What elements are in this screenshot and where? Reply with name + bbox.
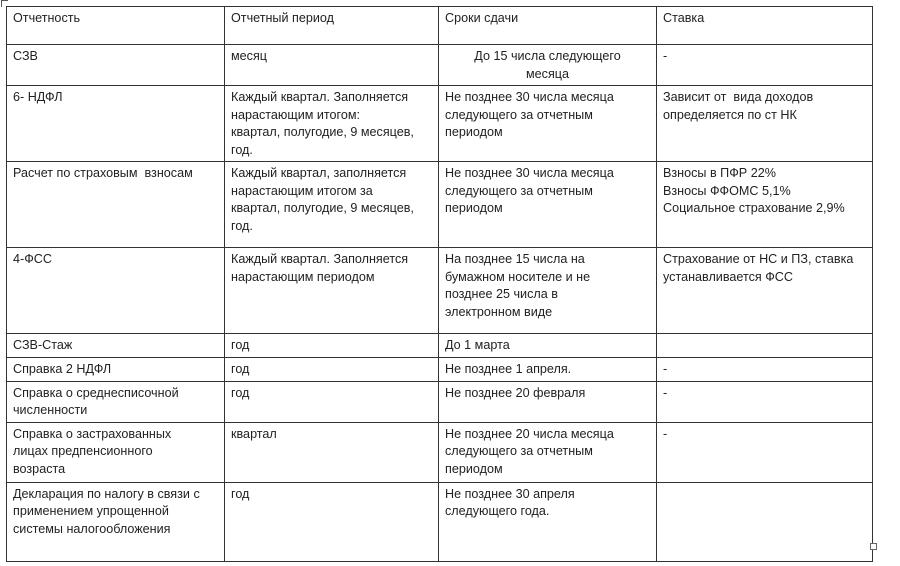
cell-text-line: Каждый квартал. Заполняется <box>231 252 409 266</box>
cell-text-line: следующего за отчетным <box>445 183 593 198</box>
header-rate: Ставка <box>657 7 873 45</box>
cell-text-line: - <box>663 361 668 376</box>
cell-text-line: бумажном носителе и не <box>445 269 591 284</box>
cell-text-line: - <box>663 385 668 400</box>
cell-text-line: квартал <box>231 426 277 441</box>
cell-text-line: Не позднее 30 числа месяца <box>445 90 614 104</box>
cell-deadline[interactable] <box>439 422 657 482</box>
table-row <box>7 357 873 381</box>
cell-text-line: год. <box>231 142 253 157</box>
table-header-row <box>7 7 873 45</box>
cell-deadline[interactable] <box>439 162 657 248</box>
cell-rate[interactable] <box>657 86 873 162</box>
cell-text-line: Взносы в ПФР 22% <box>663 166 776 180</box>
cell-report[interactable] <box>7 248 225 334</box>
header-report: Отчетность <box>7 7 225 45</box>
cell-report[interactable] <box>7 381 225 422</box>
cell-text-line: год. <box>231 218 253 233</box>
cell-text-line: Зависит от вида доходов <box>663 90 814 104</box>
cell-deadline[interactable] <box>439 248 657 334</box>
table-resize-handle[interactable] <box>870 543 877 550</box>
cell-text-line: Не позднее 1 апреля. <box>445 361 572 376</box>
cell-text-line: год <box>231 338 250 352</box>
cell-text-line: применением упрощенной <box>13 504 169 518</box>
reporting-table <box>6 6 873 562</box>
cell-text-line: периодом <box>445 125 503 139</box>
cell-text-line: позднее 25 числа в <box>445 287 558 301</box>
table-row <box>7 334 873 358</box>
cell-rate[interactable] <box>657 357 873 381</box>
cell-text-line: - <box>663 426 668 441</box>
table-row <box>7 162 873 248</box>
cell-text-line: Не позднее 20 числа месяца <box>445 426 614 441</box>
cell-text-line: год <box>231 361 250 376</box>
cell-text-line: месяца <box>526 66 569 81</box>
cell-text-line: Не позднее 30 числа месяца <box>445 166 614 180</box>
cell-text-line: До 15 числа следующего <box>474 49 621 63</box>
cell-text-line: Каждый квартал, заполняется <box>231 166 407 180</box>
cell-text-line: Социальное страхование 2,9% <box>663 201 845 215</box>
cell-text-line: Не позднее 30 апреля <box>445 486 575 501</box>
cell-text-line: устанавливается ФСС <box>663 269 793 284</box>
cell-report[interactable] <box>7 334 225 358</box>
cell-text-line: нарастающим итогом за <box>231 183 373 198</box>
cell-text-line: 4-ФСС <box>13 252 52 266</box>
cell-rate[interactable] <box>657 45 873 86</box>
cell-rate[interactable] <box>657 381 873 422</box>
cell-text-line: системы налогообложения <box>13 521 171 536</box>
cell-text-line: Справка о среднесписочной <box>13 385 179 400</box>
cell-period[interactable] <box>225 482 439 561</box>
cell-text-line: Расчет по страховым взносам <box>13 166 193 180</box>
cell-text-line: год <box>231 385 250 400</box>
cell-rate[interactable] <box>657 162 873 248</box>
cell-text-line: определяется по ст НК <box>663 107 797 122</box>
header-deadline: Сроки сдачи <box>439 7 657 45</box>
cell-deadline[interactable] <box>439 482 657 561</box>
cell-text-line: На позднее 15 числа на <box>445 252 585 266</box>
cell-text-line: СЗВ-Стаж <box>13 338 73 352</box>
cell-text-line: - <box>663 49 668 63</box>
cell-rate[interactable] <box>657 422 873 482</box>
cell-text-line: следующего года. <box>445 504 550 518</box>
cell-text-line: год <box>231 486 250 501</box>
cell-deadline[interactable] <box>439 357 657 381</box>
table-row <box>7 381 873 422</box>
cell-text-line: Справка о застрахованных <box>13 426 172 441</box>
table-row <box>7 422 873 482</box>
cell-rate[interactable] <box>657 482 873 561</box>
cell-report[interactable] <box>7 162 225 248</box>
cell-text-line: квартал, полугодие, 9 месяцев, <box>231 201 414 215</box>
cell-text-line: Справка 2 НДФЛ <box>13 361 112 376</box>
cell-period[interactable] <box>225 86 439 162</box>
cell-period[interactable] <box>225 334 439 358</box>
cell-text-line: месяц <box>231 49 267 63</box>
cell-text-line: Декларация по налогу в связи с <box>13 486 200 501</box>
cell-text-line: нарастающим итогом: <box>231 107 361 122</box>
cell-text-line: Взносы ФФОМС 5,1% <box>663 183 791 198</box>
cell-text-line: численности <box>13 403 88 417</box>
cell-period[interactable] <box>225 357 439 381</box>
table-row <box>7 86 873 162</box>
cell-deadline[interactable] <box>439 381 657 422</box>
cell-text-line: лицах предпенсионного <box>13 444 153 458</box>
table-row <box>7 482 873 561</box>
cell-text-line: Страхование от НС и ПЗ, ставка <box>663 252 854 266</box>
cell-text-line: электронном виде <box>445 304 553 319</box>
header-period: Отчетный период <box>225 7 439 45</box>
cell-report[interactable] <box>7 45 225 86</box>
cell-text-line: следующего за отчетным <box>445 107 593 122</box>
cell-deadline[interactable] <box>439 86 657 162</box>
cell-period[interactable] <box>225 162 439 248</box>
cell-text-line: Не позднее 20 февраля <box>445 385 586 400</box>
cell-text-line: периодом <box>445 201 503 215</box>
cell-period[interactable] <box>225 248 439 334</box>
cell-period[interactable] <box>225 381 439 422</box>
cell-text-line: Каждый квартал. Заполняется <box>231 90 409 104</box>
cell-period[interactable] <box>225 422 439 482</box>
cell-text-line: возраста <box>13 461 66 476</box>
cell-text-line: нарастающим периодом <box>231 269 375 284</box>
cell-rate[interactable] <box>657 248 873 334</box>
table-row <box>7 45 873 86</box>
cell-text-line: СЗВ <box>13 49 38 63</box>
table-row <box>7 248 873 334</box>
cell-report[interactable] <box>7 422 225 482</box>
cell-text-line: квартал, полугодие, 9 месяцев, <box>231 125 414 139</box>
cell-report[interactable] <box>7 86 225 162</box>
cell-text-line: периодом <box>445 461 503 476</box>
cell-period[interactable] <box>225 45 439 86</box>
cell-rate[interactable] <box>657 334 873 358</box>
cell-text-line: 6- НДФЛ <box>13 90 63 104</box>
reporting-table-container <box>6 6 872 562</box>
cell-text-line: До 1 марта <box>445 338 510 352</box>
cell-deadline[interactable] <box>439 334 657 358</box>
cell-deadline[interactable] <box>439 45 657 86</box>
cell-text-line: следующего за отчетным <box>445 444 593 458</box>
cell-report[interactable] <box>7 482 225 561</box>
cell-report[interactable] <box>7 357 225 381</box>
